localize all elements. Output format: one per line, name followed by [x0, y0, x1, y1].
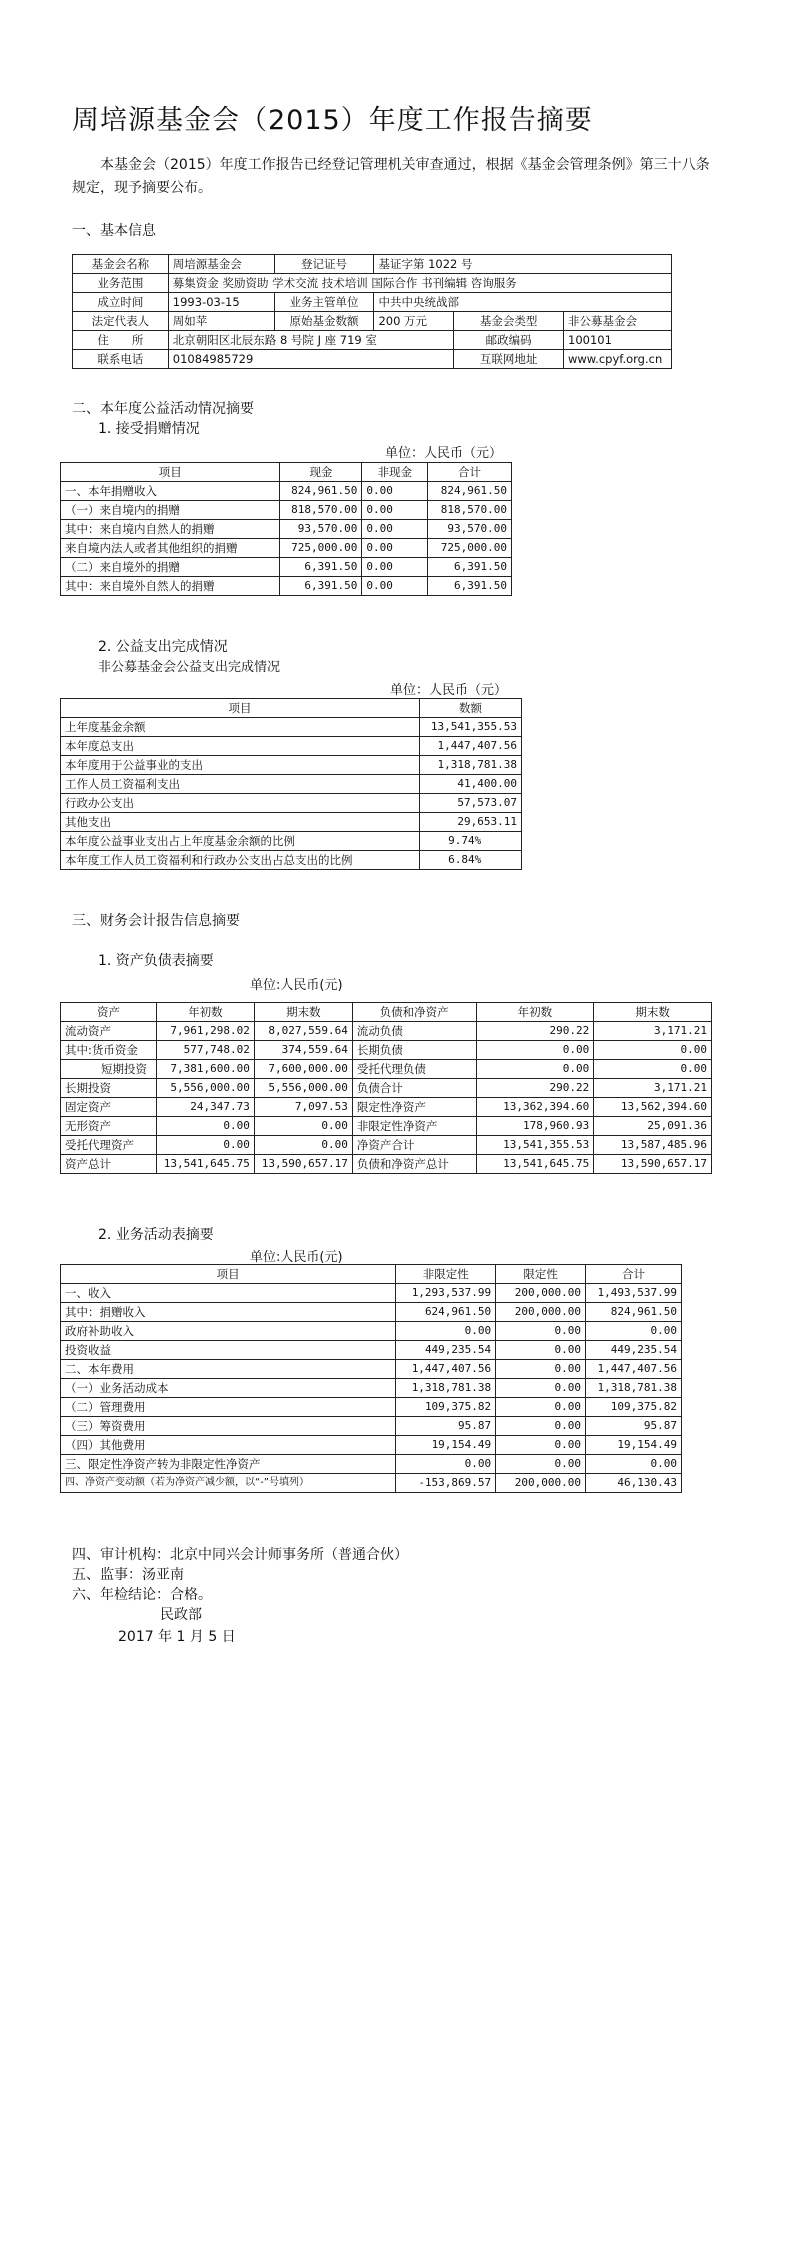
expenditure-note: 非公募基金会公益支出完成情况 [98, 660, 281, 675]
table-row: 行政办公支出 57,573.07 [61, 794, 522, 813]
table-row: 本年度公益事业支出占上年度基金余额的比例 9.74% [61, 832, 522, 851]
unit-label: 单位:人民币(元) [250, 978, 343, 993]
table-row: 二、本年费用 1,447,407.56 0.00 1,447,407.56 [61, 1360, 682, 1379]
inspection-result: 六、年检结论：合格。 [72, 1587, 212, 1603]
table-header-row: 资产 年初数 期末数 负债和净资产 年初数 期末数 [61, 1003, 712, 1022]
table-row: 长期投资 5,556,000.00 5,556,000.00 负债合计 290.22 3,171.21 [61, 1079, 712, 1098]
section-finance-heading: 三、财务会计报告信息摘要 [72, 913, 240, 929]
table-row: 一、本年捐赠收入 824,961.50 0.00 824,961.50 [61, 482, 512, 501]
table-row: 其中:货币资金 577,748.02 374,559.64 长期负债 0.00 0.00 [61, 1041, 712, 1060]
table-row: 其中：来自境外自然人的捐赠 6,391.50 0.00 6,391.50 [61, 577, 512, 596]
table-row: 法定代表人 周如苹 原始基金数额 200 万元 基金会类型 非公募基金会 [73, 312, 672, 331]
table-row: 四、净资产变动额（若为净资产减少额，以“-”号填列） -153,869.57 200,000.00 46,130.43 [61, 1474, 682, 1493]
table-row: 业务范围 募集资金 奖励资助 学术交流 技术培训 国际合作 书刊编辑 咨询服务 [73, 274, 672, 293]
unit-label: 单位：人民币（元） [385, 446, 503, 461]
expenditure-table [60, 698, 522, 870]
table-row: （一）来自境内的捐赠 818,570.00 0.00 818,570.00 [61, 501, 512, 520]
subsection-activity-statement: 2. 业务活动表摘要 [98, 1227, 214, 1243]
table-row: 政府补助收入 0.00 0.00 0.00 [61, 1322, 682, 1341]
table-header-row: 项目 非限定性 限定性 合计 [61, 1265, 682, 1284]
table-row: （一）业务活动成本 1,318,781.38 0.00 1,318,781.38 [61, 1379, 682, 1398]
table-row: 资产总计 13,541,645.75 13,590,657.17 负债和净资产总计 13,541,645.75 13,590,657.17 [61, 1155, 712, 1174]
intro-paragraph: 本基金会（2015）年度工作报告已经登记管理机关审查通过，根据《基金会管理条例》第三十八条规定，现予摘要公布。 [72, 157, 710, 196]
signing-date: 2017 年 1 月 5 日 [118, 1629, 236, 1645]
subsection-donations: 1. 接受捐赠情况 [98, 421, 200, 437]
table-row: 来自境内法人或者其他组织的捐赠 725,000.00 0.00 725,000.00 [61, 539, 512, 558]
section-charity-heading: 二、本年度公益活动情况摘要 [72, 401, 254, 417]
table-row: 三、限定性净资产转为非限定性净资产 0.00 0.00 0.00 [61, 1455, 682, 1474]
balance-sheet-table [60, 1002, 712, 1174]
table-row: （三）筹资费用 95.87 0.00 95.87 [61, 1417, 682, 1436]
table-row: （二）来自境外的捐赠 6,391.50 0.00 6,391.50 [61, 558, 512, 577]
subsection-expenditure: 2. 公益支出完成情况 [98, 639, 228, 655]
activity-table [60, 1264, 682, 1493]
table-row: 其中：捐赠收入 624,961.50 200,000.00 824,961.50 [61, 1303, 682, 1322]
table-row: 成立时间 1993-03-15 业务主管单位 中共中央统战部 [73, 293, 672, 312]
table-row: 固定资产 24,347.73 7,097.53 限定性净资产 13,362,394.60 13,562,394.60 [61, 1098, 712, 1117]
table-row: 流动资产 7,961,298.02 8,027,559.64 流动负债 290.22 3,171.21 [61, 1022, 712, 1041]
table-row: 受托代理资产 0.00 0.00 净资产合计 13,541,355.53 13,587,485.96 [61, 1136, 712, 1155]
table-row: 其他支出 29,653.11 [61, 813, 522, 832]
table-row: 一、收入 1,293,537.99 200,000.00 1,493,537.99 [61, 1284, 682, 1303]
table-row: 联系电话 01084985729 互联网地址 www.cpyf.org.cn [73, 350, 672, 369]
table-row: 其中：来自境内自然人的捐赠 93,570.00 0.00 93,570.00 [61, 520, 512, 539]
unit-label: 单位:人民币(元) [250, 1250, 343, 1265]
donation-table [60, 462, 512, 596]
subsection-balance-sheet: 1. 资产负债表摘要 [98, 953, 214, 969]
basic-info-table [72, 254, 672, 369]
table-row: 本年度总支出 1,447,407.56 [61, 737, 522, 756]
section-basic-info-heading: 一、基本信息 [72, 223, 156, 239]
page-title: 周培源基金会（2015）年度工作报告摘要 [72, 105, 593, 136]
table-row: 工作人员工资福利支出 41,400.00 [61, 775, 522, 794]
table-row: （二）管理费用 109,375.82 0.00 109,375.82 [61, 1398, 682, 1417]
table-row: 基金会名称 周培源基金会 登记证号 基证字第 1022 号 [73, 255, 672, 274]
table-row: 住 所 北京朝阳区北辰东路 8 号院 J 座 719 室 邮政编码 100101 [73, 331, 672, 350]
signing-organization: 民政部 [160, 1607, 202, 1623]
table-row: 投资收益 449,235.54 0.00 449,235.54 [61, 1341, 682, 1360]
supervisor: 五、监事：汤亚南 [72, 1567, 184, 1583]
table-row: （四）其他费用 19,154.49 0.00 19,154.49 [61, 1436, 682, 1455]
table-header-row: 项目 现金 非现金 合计 [61, 463, 512, 482]
table-header-row: 项目 数额 [61, 699, 522, 718]
unit-label: 单位：人民币（元） [390, 683, 508, 698]
audit-firm: 四、审计机构：北京中同兴会计师事务所（普通合伙） [72, 1547, 408, 1563]
table-row: 无形资产 0.00 0.00 非限定性净资产 178,960.93 25,091.36 [61, 1117, 712, 1136]
table-row: 上年度基金余额 13,541,355.53 [61, 718, 522, 737]
table-row: 本年度用于公益事业的支出 1,318,781.38 [61, 756, 522, 775]
table-row: 短期投资 7,381,600.00 7,600,000.00 受托代理负债 0.00 0.00 [61, 1060, 712, 1079]
table-row: 本年度工作人员工资福利和行政办公支出占总支出的比例 6.84% [61, 851, 522, 870]
